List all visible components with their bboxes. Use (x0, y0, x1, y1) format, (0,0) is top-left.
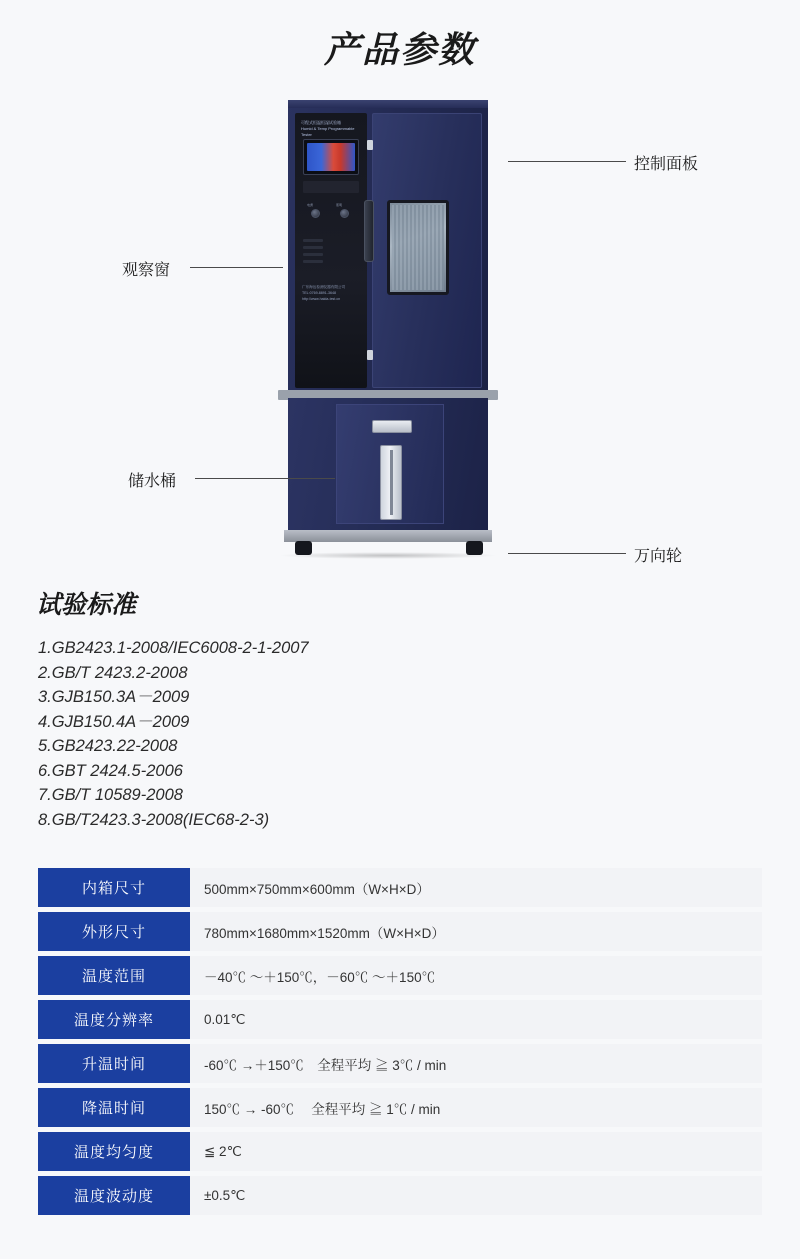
chamber-door[interactable] (372, 113, 482, 388)
spec-value: -60℃ →＋150℃ 全程平均 ≧ 3℃ / min (190, 1044, 762, 1083)
hmi-touchscreen[interactable] (303, 139, 359, 175)
door-hinge (367, 140, 373, 150)
spec-value: 150℃ → -60℃ 全程平均 ≧ 1℃ / min (190, 1088, 762, 1127)
callout-control-panel: 控制面板 (634, 156, 699, 173)
panel-vent-slot (303, 246, 323, 249)
spec-label: 温度波动度 (38, 1176, 190, 1215)
spec-label: 降温时间 (38, 1088, 190, 1127)
table-row (38, 1088, 762, 1127)
power-knob-label: 电源 (307, 203, 314, 207)
manufacturer-name: 广东海达检测仪器有限公司 (302, 285, 346, 289)
test-chamber-illustration (268, 100, 508, 560)
observation-window (387, 200, 449, 295)
water-level-gauge (380, 445, 402, 520)
table-row (38, 1044, 762, 1083)
panel-vent-slot (303, 260, 323, 263)
spec-label: 内箱尺寸 (38, 868, 190, 907)
panel-brand-text: 可程式恒温恒湿试验箱 (301, 120, 341, 125)
spec-value: －40℃ ～＋150℃，－60℃ ～＋150℃ (190, 956, 762, 995)
standards-list (38, 636, 638, 832)
callout-observation-window: 观察窗 (122, 262, 171, 279)
standard-item: 2.GB/T 2423.2-2008 (38, 663, 188, 682)
panel-vent-slot (303, 253, 323, 256)
callout-line-control-panel (508, 161, 626, 162)
panel-display-strip (303, 181, 359, 193)
table-row (38, 912, 762, 951)
window-reflection (392, 205, 444, 290)
manufacturer-website: http://www.haida-test.cn (302, 297, 341, 301)
standard-item: 4.GJB150.4A－2009 (38, 712, 190, 731)
chamber-top-edge (288, 100, 488, 108)
spec-label: 温度范围 (38, 956, 190, 995)
specification-table (38, 868, 762, 1220)
door-hinge (367, 350, 373, 360)
callout-caster-wheel: 万向轮 (634, 548, 683, 565)
callout-line-observation-window (190, 267, 283, 268)
panel-vent-slot (303, 239, 323, 242)
spec-label: 升温时间 (38, 1044, 190, 1083)
spec-value: ≦ 2℃ (190, 1132, 762, 1171)
standard-item: 5.GB2423.22-2008 (38, 737, 178, 755)
spec-value: 500mm×750mm×600mm（W×H×D） (190, 868, 762, 907)
product-image-area (0, 95, 800, 570)
standard-item: 3.GJB150.3A－2009 (38, 688, 190, 706)
table-row (38, 1000, 762, 1039)
manufacturer-tel: TEL:0769-8891-3648 (302, 291, 336, 295)
door-handle[interactable] (364, 200, 374, 262)
standard-item: 1.GB2423.1-2008/IEC6008-2-1-2007 (38, 639, 309, 657)
spec-value: 780mm×1680mm×1520mm（W×H×D） (190, 912, 762, 951)
callout-water-tank: 储水桶 (128, 473, 177, 490)
spec-value: 0.01℃ (190, 1000, 762, 1039)
page-title: 产品参数 (323, 29, 476, 70)
light-knob-label: 照明 (336, 203, 343, 207)
table-row (38, 1176, 762, 1215)
spec-value: ±0.5℃ (190, 1176, 762, 1215)
spec-label: 外形尺寸 (38, 912, 190, 951)
spec-label: 温度均匀度 (38, 1132, 190, 1171)
table-row (38, 868, 762, 907)
power-knob[interactable] (311, 209, 320, 218)
standards-heading: 试验标准 (36, 591, 137, 619)
table-row (38, 956, 762, 995)
light-knob[interactable] (340, 209, 349, 218)
standard-item: 8.GB/T2423.3-2008(IEC68-2-3) (38, 810, 270, 829)
floor-shadow (278, 552, 498, 559)
panel-brand-text-en: Humid & Temp Programmable Tester (301, 126, 355, 137)
control-panel-column (295, 113, 367, 388)
callout-line-water-tank (195, 478, 335, 479)
standard-item: 7.GB/T 10589-2008 (38, 786, 183, 804)
chamber-base-plate (284, 530, 492, 542)
water-tank-handle[interactable] (372, 420, 412, 433)
hmi-screen-content (307, 143, 355, 171)
spec-label: 温度分辨率 (38, 1000, 190, 1039)
table-row (38, 1132, 762, 1171)
callout-line-caster-wheel (508, 553, 626, 554)
standard-item: 6.GBT 2424.5-2006 (38, 761, 183, 780)
